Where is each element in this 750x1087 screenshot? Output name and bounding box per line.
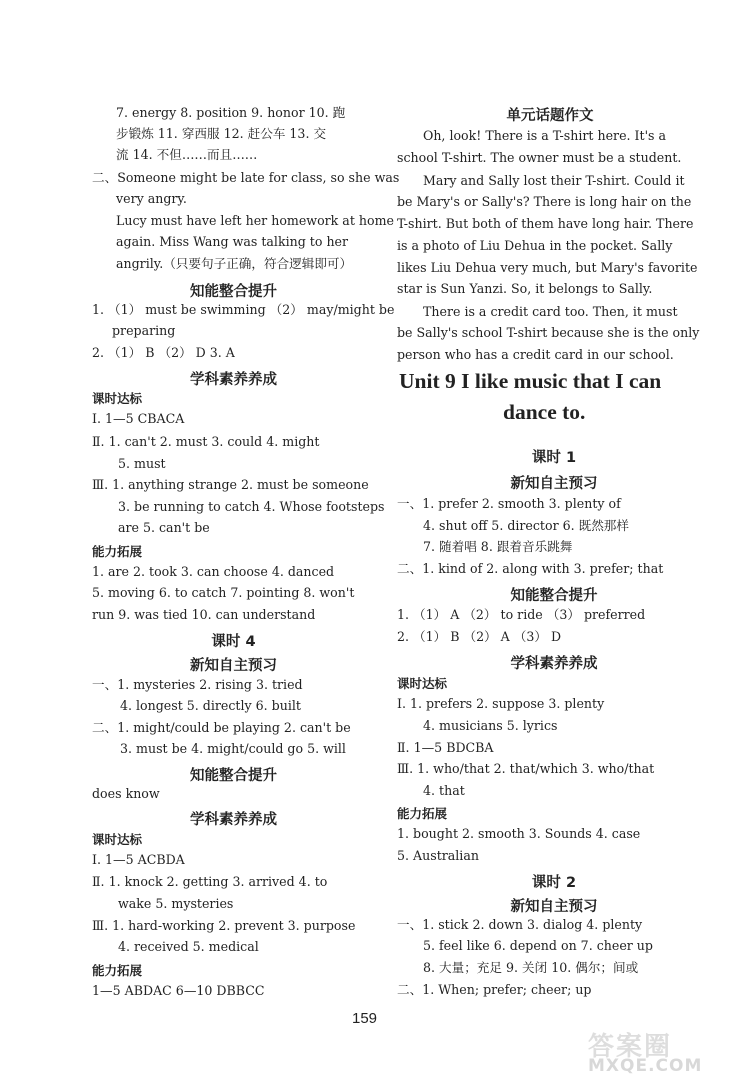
answer-line: 流 14. 不但……而且…… <box>116 147 258 162</box>
subsection-heading: 课时达标 <box>92 832 143 847</box>
answer-line: 4. musicians 5. lyrics <box>423 718 558 733</box>
answer-line: 1. （1） must be swimming （2） may/might be <box>92 302 395 317</box>
answer-line: 一、1. stick 2. down 3. dialog 4. plenty <box>397 917 643 932</box>
answer-line: Ⅰ. 1—5 ACBDA <box>92 852 185 867</box>
watermark-text-en: MXQE.COM <box>588 1056 703 1076</box>
answer-line: 一、1. prefer 2. smooth 3. plenty of <box>397 496 621 511</box>
answer-line: 5. Australian <box>397 848 479 863</box>
answer-line: 1. bought 2. smooth 3. Sounds 4. case <box>397 826 641 841</box>
subsection-heading: 能力拓展 <box>92 544 143 559</box>
essay-line: person who has a credit card in our school. <box>397 347 674 362</box>
answer-line: 1—5 ABDAC 6—10 DBBCC <box>92 983 265 998</box>
essay-line: is a photo of Liu Dehua in the pocket. Sally <box>397 238 673 253</box>
essay-line: likes Liu Dehua very much, but Mary's favorite <box>397 260 698 275</box>
answer-line: very angry. <box>116 191 187 206</box>
answer-line: 步锻炼 11. 穿西服 12. 赶公车 13. 交 <box>116 126 327 141</box>
answer-line: again. Miss Wang was talking to her <box>116 234 349 249</box>
answer-line: angrily.（只要句子正确，符合逻辑即可） <box>116 256 353 271</box>
page-number: 159 <box>352 1010 378 1027</box>
subsection-heading: 能力拓展 <box>397 806 448 821</box>
answer-line: Lucy must have left her homework at home <box>116 213 394 228</box>
essay-line: school T-shirt. The owner must be a student. <box>397 150 682 165</box>
essay-line: be Mary's or Sally's? There is long hair on the <box>397 194 692 209</box>
answer-line: 二、1. might/could be playing 2. can't be <box>92 720 351 735</box>
answer-line: 5. must <box>118 456 166 471</box>
essay-line: star is Sun Yanzi. So, it belongs to Sally. <box>397 281 653 296</box>
answer-line: Ⅲ. 1. hard-working 2. prevent 3. purpose <box>92 918 356 933</box>
answer-line: are 5. can't be <box>118 520 210 535</box>
essay-line: Mary and Sally lost their T-shirt. Could it <box>423 173 685 188</box>
answer-line: preparing <box>112 323 176 338</box>
section-heading: 学科素养养成 <box>510 656 598 672</box>
answer-line: Ⅰ. 1—5 CBACA <box>92 411 185 426</box>
lesson-heading: 课时 2 <box>531 875 577 891</box>
watermark-text-cn: 答案圈 <box>588 1032 673 1062</box>
essay-line: Oh, look! There is a T-shirt here. It's a <box>423 128 667 143</box>
essay-line: be Sally's school T-shirt because she is the only <box>397 325 700 340</box>
answer-line: 7. energy 8. position 9. honor 10. 跑 <box>116 105 346 120</box>
section-heading: 新知自主预习 <box>190 658 277 674</box>
answer-line: 1. （1） A （2） to ride （3） preferred <box>397 607 646 622</box>
answer-line: wake 5. mysteries <box>118 896 234 911</box>
subsection-heading: 能力拓展 <box>92 963 143 978</box>
answer-line: 一、1. mysteries 2. rising 3. tried <box>92 677 303 692</box>
section-heading: 学科素养养成 <box>190 372 277 388</box>
answer-line: run 9. was tied 10. can understand <box>92 607 316 622</box>
answer-line: 3. be running to catch 4. Whose footsteps <box>118 499 385 514</box>
answer-line: 8. 大量；充足 9. 关闭 10. 偶尔；间或 <box>423 960 639 975</box>
answer-line: 5. moving 6. to catch 7. pointing 8. won't <box>92 585 355 600</box>
unit-title-continued: dance to. <box>503 400 586 424</box>
answer-line: 2. （1） B （2） A （3） D <box>397 629 562 644</box>
answer-line: Ⅱ. 1. can't 2. must 3. could 4. might <box>92 434 320 449</box>
answer-line: 二、1. kind of 2. along with 3. prefer; that <box>397 561 664 576</box>
section-heading: 学科素养养成 <box>190 812 277 828</box>
answer-line: 3. must be 4. might/could go 5. will <box>120 741 346 756</box>
watermark-logo <box>588 1026 738 1080</box>
section-heading: 新知自主预习 <box>510 899 598 915</box>
answer-line: Ⅲ. 1. who/that 2. that/which 3. who/that <box>397 761 655 776</box>
answer-line: 2. （1） B （2） D 3. A <box>92 345 235 360</box>
answer-line: Ⅱ. 1. knock 2. getting 3. arrived 4. to <box>92 874 328 889</box>
answer-line: 7. 随着唱 8. 跟着音乐跳舞 <box>423 539 573 554</box>
answer-line: does know <box>92 786 160 801</box>
answer-line: Ⅲ. 1. anything strange 2. must be someone <box>92 477 369 492</box>
subsection-heading: 课时达标 <box>397 676 448 691</box>
answer-line: 4. longest 5. directly 6. built <box>120 698 301 713</box>
answer-line: 二、1. When; prefer; cheer; up <box>397 982 592 997</box>
answer-line: 4. shut off 5. director 6. 既然那样 <box>423 518 629 533</box>
essay-line: There is a credit card too. Then, it must <box>423 304 678 319</box>
lesson-heading: 课时 4 <box>211 634 256 650</box>
answer-line: Ⅱ. 1—5 BDCBA <box>397 740 494 755</box>
answer-line: Ⅰ. 1. prefers 2. suppose 3. plenty <box>397 696 605 711</box>
section-heading: 新知自主预习 <box>510 476 598 492</box>
unit-title: Unit 9 I like music that I can <box>399 369 662 393</box>
answer-line: 4. that <box>423 783 465 798</box>
answer-line: 5. feel like 6. depend on 7. cheer up <box>423 938 653 953</box>
answer-line: 二、Someone might be late for class, so she was <box>92 170 400 185</box>
essay-line: T-shirt. But both of them have long hair. There <box>397 216 694 231</box>
subsection-heading: 课时达标 <box>92 391 143 406</box>
answer-line: 1. are 2. took 3. can choose 4. danced <box>92 564 335 579</box>
section-heading: 单元话题作文 <box>506 108 594 124</box>
answer-line: 4. received 5. medical <box>118 939 259 954</box>
lesson-heading: 课时 1 <box>531 450 577 466</box>
section-heading: 知能整合提升 <box>190 768 277 784</box>
section-heading: 知能整合提升 <box>190 284 277 300</box>
section-heading: 知能整合提升 <box>510 588 598 604</box>
